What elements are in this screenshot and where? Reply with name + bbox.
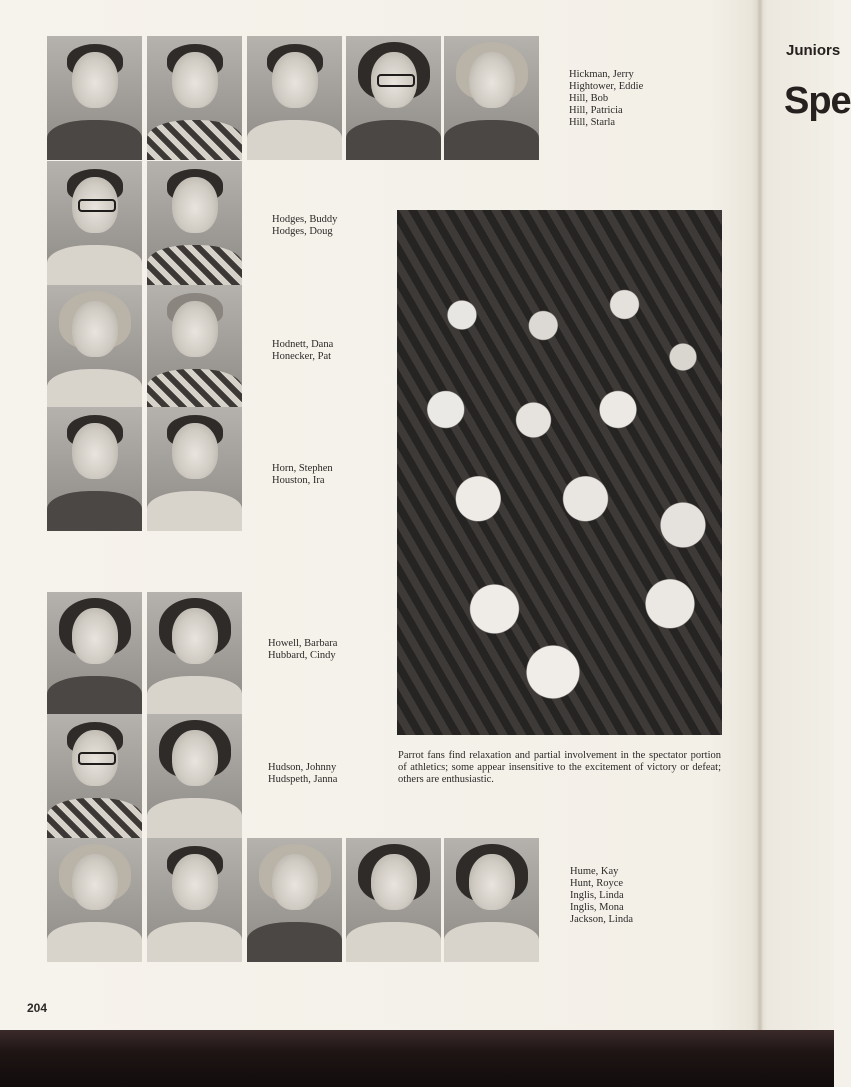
crowd-photo [397, 210, 722, 735]
student-name: Hudspeth, Janna [268, 774, 338, 785]
portrait-hubbard-cindy [147, 592, 242, 712]
book-gutter [757, 0, 763, 1030]
student-name: Hodnett, Dana [272, 339, 334, 350]
portrait-honecker-pat [147, 285, 242, 405]
name-list-group-7 [570, 866, 633, 926]
student-name: Hill, Starla [569, 117, 616, 128]
student-name: Hill, Bob [569, 93, 609, 104]
portrait-inglis-linda [247, 838, 342, 958]
portrait-hill-starla [444, 36, 539, 156]
student-name: Hume, Kay [570, 866, 619, 877]
student-name: Hill, Patricia [569, 105, 623, 116]
student-name: Hodges, Doug [272, 226, 333, 237]
portrait-hightower-eddie [147, 36, 242, 156]
student-name: Inglis, Mona [570, 902, 624, 913]
student-name: Hubbard, Cindy [268, 650, 336, 661]
portrait-hudson-johnny [47, 714, 142, 834]
portrait-horn-stephen [47, 407, 142, 527]
portrait-hume-kay [47, 838, 142, 958]
portrait-houston-ira [147, 407, 242, 527]
name-list-group-1 [569, 69, 643, 129]
student-name: Hickman, Jerry [569, 69, 634, 80]
section-heading-fragment: Spe [784, 80, 851, 122]
student-name: Inglis, Linda [570, 890, 624, 901]
portrait-howell-barbara [47, 592, 142, 712]
portrait-hudspeth-janna [147, 714, 242, 834]
student-name: Honecker, Pat [272, 351, 332, 362]
name-list-group-2 [272, 214, 337, 238]
portrait-hill-patricia [346, 36, 441, 156]
photo-caption: Parrot fans find relaxation and partial involvement in the spectator portion of athletics; some appear insensitive to the excitement of victory or defeat; others are enthusiastic. [398, 750, 721, 785]
student-name: Houston, Ira [272, 475, 325, 486]
student-name: Hunt, Royce [570, 878, 624, 889]
portrait-hill-bob [247, 36, 342, 156]
student-name: Hightower, Eddie [569, 81, 644, 92]
name-list-group-6 [268, 762, 337, 786]
portrait-hodges-doug [147, 161, 242, 281]
portrait-hodges-buddy [47, 161, 142, 281]
portrait-jackson-linda [444, 838, 539, 958]
name-list-group-4 [272, 463, 333, 487]
student-name: Jackson, Linda [570, 914, 633, 925]
portrait-inglis-mona [346, 838, 441, 958]
page-number: 204 [27, 1001, 48, 1015]
section-label: Juniors [786, 42, 841, 59]
student-name: Hodges, Buddy [272, 214, 338, 225]
portrait-hunt-royce [147, 838, 242, 958]
scan-bottom-edge [0, 1030, 834, 1087]
portrait-hickman-jerry [47, 36, 142, 156]
portrait-hodnett-dana [47, 285, 142, 405]
student-name: Howell, Barbara [268, 638, 338, 649]
name-list-group-3 [272, 339, 333, 363]
name-list-group-5 [268, 638, 337, 662]
student-name: Hudson, Johnny [268, 762, 337, 773]
student-name: Horn, Stephen [272, 463, 333, 474]
